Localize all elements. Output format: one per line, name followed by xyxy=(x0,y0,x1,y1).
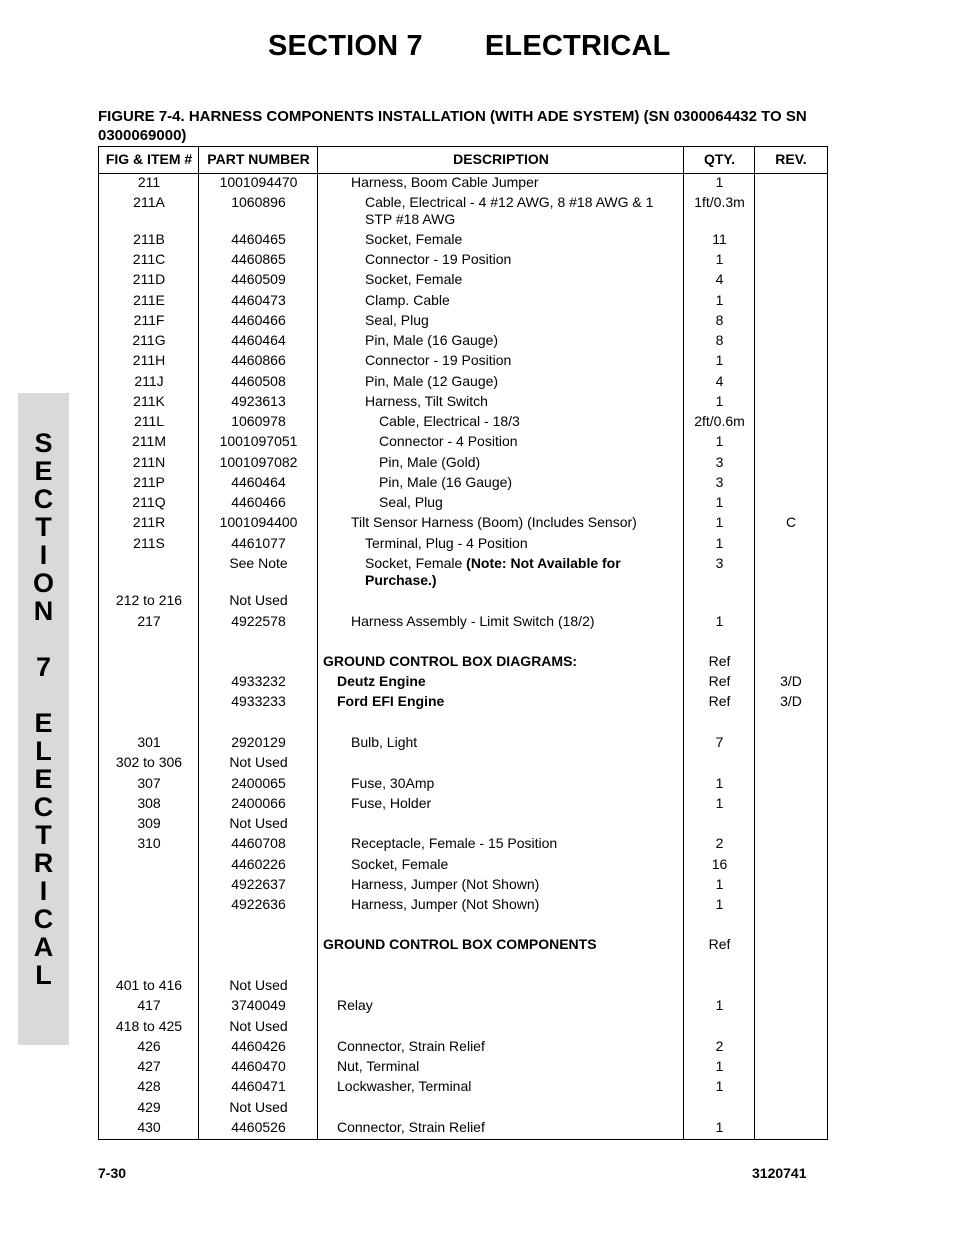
row-description-text: Lockwasher, Terminal xyxy=(337,1078,472,1094)
row-qty: 1 xyxy=(715,1119,724,1135)
row-description-text: Receptacle, Female - 15 Position xyxy=(351,835,558,851)
row-rev: 3/D xyxy=(780,693,802,709)
side-tab-letter: O xyxy=(32,568,54,598)
row-qty: 11 xyxy=(712,231,727,247)
side-tab-letter: C xyxy=(33,904,54,934)
row-description xyxy=(365,194,665,228)
row-fig-item: 418 to 425 xyxy=(115,1018,183,1034)
row-description-text: Socket, Female xyxy=(351,856,449,872)
header-qty: QTY. xyxy=(703,151,736,167)
side-tab-letter: T xyxy=(35,820,52,850)
row-description-text: Socket, Female xyxy=(365,555,463,571)
row-description xyxy=(365,231,462,248)
section-name: ELECTRICAL xyxy=(484,30,671,62)
row-fig-item: 429 xyxy=(137,1099,161,1115)
row-description xyxy=(365,251,511,268)
side-tab-letter: C xyxy=(33,484,54,514)
row-qty: Ref xyxy=(708,936,731,952)
row-description xyxy=(379,474,512,491)
row-description xyxy=(365,555,665,589)
row-fig-item: 428 xyxy=(137,1078,161,1094)
row-description xyxy=(337,1119,485,1136)
row-qty: Ref xyxy=(708,693,731,709)
row-fig-item: 211G xyxy=(132,332,166,348)
row-qty: 1 xyxy=(715,1058,724,1074)
row-qty: 16 xyxy=(711,856,728,872)
row-part-number: 4460466 xyxy=(231,494,286,510)
row-fig-item: 211 xyxy=(137,174,161,190)
side-tab-letter: S xyxy=(34,428,53,458)
row-description-text: Connector - 19 Position xyxy=(365,352,512,368)
row-qty: 2 xyxy=(715,1038,724,1054)
row-part-number: 4460470 xyxy=(231,1058,286,1074)
row-description-note: (Note: Not Available for Purchase.) xyxy=(365,555,621,588)
row-part-number: 4460466 xyxy=(231,312,286,328)
row-part-number: 2400065 xyxy=(231,775,286,791)
row-qty: 1 xyxy=(715,433,724,449)
row-description-text: Pin, Male (12 Gauge) xyxy=(365,373,499,389)
row-description-text: Pin, Male (16 Gauge) xyxy=(379,474,513,490)
row-fig-item: 211Q xyxy=(132,494,166,510)
row-description-text: Harness, Boom Cable Jumper xyxy=(351,174,539,190)
row-fig-item: 427 xyxy=(137,1058,161,1074)
row-fig-item: 426 xyxy=(137,1038,161,1054)
row-description-text: GROUND CONTROL BOX DIAGRAMS: xyxy=(323,653,578,669)
row-part-number: 1001094470 xyxy=(219,174,298,190)
row-rev: 3/D xyxy=(780,673,802,689)
row-fig-item: 430 xyxy=(137,1119,161,1135)
row-fig-item: 211J xyxy=(134,373,164,389)
row-description xyxy=(351,775,434,792)
row-qty: 1 xyxy=(715,1078,724,1094)
row-part-number: Not Used xyxy=(229,977,288,993)
row-qty: 2ft/0.6m xyxy=(694,413,745,429)
row-qty: 1 xyxy=(715,896,724,912)
side-tab-letter: A xyxy=(33,932,54,962)
row-description xyxy=(365,332,498,349)
side-tab-letter: N xyxy=(33,596,54,626)
parts-table xyxy=(98,146,828,1140)
row-fig-item: 211N xyxy=(132,454,166,470)
side-tab-letter: E xyxy=(34,764,53,794)
row-description xyxy=(351,514,637,531)
row-description-text: Socket, Female xyxy=(365,271,463,287)
row-fig-item: 211C xyxy=(132,251,166,267)
row-part-number: 4460708 xyxy=(231,835,286,851)
row-qty: 7 xyxy=(715,734,724,750)
row-qty: 3 xyxy=(715,555,724,571)
row-qty: 1 xyxy=(715,352,724,368)
row-description-text: Clamp. Cable xyxy=(365,292,450,308)
row-part-number: Not Used xyxy=(229,1099,288,1115)
row-qty: 1 xyxy=(715,876,724,892)
row-qty: 1ft/0.3m xyxy=(694,194,745,210)
header-description: DESCRIPTION xyxy=(453,151,549,167)
row-qty: 4 xyxy=(715,271,724,287)
row-description-text: Terminal, Plug - 4 Position xyxy=(365,535,528,551)
row-description xyxy=(365,373,498,390)
row-part-number: 1001097082 xyxy=(219,454,298,470)
row-fig-item: 211R xyxy=(132,514,166,530)
row-qty: 3 xyxy=(715,454,724,470)
row-part-number: 4460473 xyxy=(231,292,286,308)
row-description xyxy=(365,393,488,410)
row-part-number: 1060896 xyxy=(231,194,286,210)
row-qty: 1 xyxy=(715,292,724,308)
row-description-text: Deutz Engine xyxy=(337,673,426,689)
row-qty: 1 xyxy=(715,494,724,510)
row-part-number: 2400066 xyxy=(231,795,286,811)
side-tab-letter: L xyxy=(35,736,52,766)
row-description-text: Fuse, 30Amp xyxy=(351,775,435,791)
row-qty: Ref xyxy=(708,653,731,669)
row-fig-item: 212 to 216 xyxy=(115,592,183,608)
row-qty: 1 xyxy=(715,795,724,811)
row-rev: C xyxy=(785,514,797,530)
row-fig-item: 401 to 416 xyxy=(115,977,183,993)
row-part-number: 4460526 xyxy=(231,1119,286,1135)
row-description-text: Seal, Plug xyxy=(379,494,443,510)
row-description xyxy=(337,1058,419,1075)
header-rev: REV. xyxy=(775,151,807,167)
row-description-text: Bulb, Light xyxy=(351,734,418,750)
side-tab-letter: T xyxy=(35,512,52,542)
row-part-number: 4461077 xyxy=(231,535,286,551)
row-description xyxy=(351,613,595,630)
row-description-text: Socket, Female xyxy=(365,231,463,247)
section-header xyxy=(268,30,671,63)
row-description-text: Cable, Electrical - 4 #12 AWG, 8 #18 AWG & 1 STP #18 AWG xyxy=(365,194,654,227)
row-qty: 1 xyxy=(715,775,724,791)
row-description-text: Connector - 19 Position xyxy=(365,251,512,267)
row-qty: 8 xyxy=(715,312,724,328)
row-description xyxy=(365,312,429,329)
row-qty: 4 xyxy=(715,373,724,389)
row-part-number: 4460866 xyxy=(231,352,286,368)
row-description xyxy=(351,174,539,191)
row-description-text: Harness, Jumper (Not Shown) xyxy=(351,876,540,892)
row-fig-item: 309 xyxy=(137,815,161,831)
row-fig-item: 211S xyxy=(133,535,165,551)
side-tab-letter: E xyxy=(34,708,53,738)
row-fig-item: 417 xyxy=(137,997,161,1013)
row-part-number: 4460508 xyxy=(231,373,286,389)
row-part-number: 2920129 xyxy=(231,734,286,750)
row-fig-item: 211B xyxy=(133,231,165,247)
row-description xyxy=(323,936,597,953)
row-part-number: Not Used xyxy=(229,754,288,770)
row-description xyxy=(337,673,426,690)
row-fig-item: 211L xyxy=(133,413,165,429)
row-description-text: Fuse, Holder xyxy=(351,795,432,811)
document-number: 3120741 xyxy=(752,1165,807,1181)
row-fig-item: 211H xyxy=(132,352,166,368)
row-part-number: Not Used xyxy=(229,815,288,831)
side-tab-letter: 7 xyxy=(35,652,52,682)
row-qty: 8 xyxy=(715,332,724,348)
side-tab-letter: R xyxy=(33,848,54,878)
row-fig-item: 310 xyxy=(137,835,161,851)
row-part-number: 4923613 xyxy=(231,393,286,409)
row-part-number: 4460464 xyxy=(231,332,286,348)
row-description xyxy=(365,271,462,288)
row-description-text: GROUND CONTROL BOX COMPONENTS xyxy=(323,936,597,952)
row-part-number: 1001097051 xyxy=(219,433,298,449)
row-qty: 1 xyxy=(715,174,724,190)
row-part-number: 4922636 xyxy=(231,896,286,912)
row-part-number: 1001094400 xyxy=(219,514,298,530)
row-fig-item: 307 xyxy=(137,775,161,791)
row-qty: 1 xyxy=(715,535,724,551)
header-fig-item: FIG & ITEM # xyxy=(105,151,193,167)
row-description-text: Connector, Strain Relief xyxy=(337,1038,485,1054)
row-part-number: 4460226 xyxy=(231,856,286,872)
row-description xyxy=(379,494,443,511)
row-description xyxy=(379,413,520,430)
row-qty: 1 xyxy=(715,251,724,267)
section-number: SECTION 7 xyxy=(268,30,423,62)
row-part-number: Not Used xyxy=(229,592,288,608)
row-fig-item: 211A xyxy=(133,194,165,210)
row-qty: 3 xyxy=(715,474,724,490)
row-part-number: 4460464 xyxy=(231,474,286,490)
side-tab-letter: L xyxy=(35,960,52,990)
row-description-text: Ford EFI Engine xyxy=(337,693,445,709)
row-description xyxy=(365,352,511,369)
row-fig-item: 308 xyxy=(137,795,161,811)
row-part-number: 4933232 xyxy=(231,673,286,689)
row-fig-item: 211D xyxy=(132,271,166,287)
row-qty: 2 xyxy=(715,835,724,851)
row-part-number: 4922637 xyxy=(231,876,286,892)
section-side-tab xyxy=(18,393,69,1045)
row-fig-item: 211E xyxy=(133,292,165,308)
page-number: 7-30 xyxy=(98,1165,127,1181)
row-description-text: Seal, Plug xyxy=(365,312,429,328)
row-fig-item: 302 to 306 xyxy=(115,754,183,770)
row-description xyxy=(337,997,373,1014)
row-description xyxy=(337,1038,485,1055)
row-description xyxy=(365,292,450,309)
row-description xyxy=(365,535,528,552)
row-description-text: Connector, Strain Relief xyxy=(337,1119,485,1135)
row-part-number: 4460471 xyxy=(231,1078,286,1094)
row-description xyxy=(351,856,448,873)
row-part-number: See Note xyxy=(229,555,288,571)
row-qty: 1 xyxy=(715,514,724,530)
row-fig-item: 211K xyxy=(133,393,165,409)
row-description xyxy=(379,433,518,450)
row-fig-item: 211M xyxy=(132,433,166,449)
row-description-text: Nut, Terminal xyxy=(337,1058,420,1074)
row-fig-item: 217 xyxy=(137,613,161,629)
row-description-text: Harness Assembly - Limit Switch (18/2) xyxy=(351,613,595,629)
side-tab-letter: C xyxy=(33,792,54,822)
row-qty: 1 xyxy=(715,613,724,629)
row-description-text: Pin, Male (Gold) xyxy=(379,454,481,470)
row-part-number: Not Used xyxy=(229,1018,288,1034)
row-description-text: Tilt Sensor Harness (Boom) (Includes Sensor) xyxy=(351,514,637,530)
side-tab-letter: I xyxy=(39,876,48,906)
row-description xyxy=(337,1078,471,1095)
row-description-text: Harness, Tilt Switch xyxy=(365,393,488,409)
side-tab-letter: E xyxy=(34,456,53,486)
row-description xyxy=(351,734,417,751)
row-qty: Ref xyxy=(708,673,731,689)
row-fig-item: 301 xyxy=(137,734,161,750)
row-description xyxy=(351,896,539,913)
row-description-text: Pin, Male (16 Gauge) xyxy=(365,332,499,348)
row-fig-item: 211P xyxy=(133,474,165,490)
side-tab-letter: I xyxy=(39,540,48,570)
header-part-number: PART NUMBER xyxy=(207,151,310,167)
row-description-text: Connector - 4 Position xyxy=(379,433,518,449)
row-part-number: 4933233 xyxy=(231,693,286,709)
row-description xyxy=(379,454,480,471)
row-part-number: 4922578 xyxy=(231,613,286,629)
row-part-number: 4460509 xyxy=(231,271,286,287)
row-description xyxy=(351,876,539,893)
row-part-number: 4460426 xyxy=(231,1038,286,1054)
row-description xyxy=(351,795,431,812)
row-qty: 1 xyxy=(715,997,724,1013)
row-description-text: Harness, Jumper (Not Shown) xyxy=(351,896,540,912)
row-qty: 1 xyxy=(715,393,724,409)
row-description-text: Relay xyxy=(337,997,373,1013)
row-description xyxy=(323,653,577,670)
row-part-number: 1060978 xyxy=(231,413,286,429)
row-description-text: Cable, Electrical - 18/3 xyxy=(379,413,520,429)
row-fig-item: 211F xyxy=(133,312,165,328)
row-part-number: 3740049 xyxy=(231,997,286,1013)
row-part-number: 4460465 xyxy=(231,231,286,247)
row-part-number: 4460865 xyxy=(231,251,286,267)
row-description xyxy=(351,835,557,852)
row-description xyxy=(337,693,444,710)
figure-title: FIGURE 7-4. HARNESS COMPONENTS INSTALLATION (WITH ADE SYSTEM) (SN 0300064432 TO SN 0300069000) xyxy=(98,108,807,144)
